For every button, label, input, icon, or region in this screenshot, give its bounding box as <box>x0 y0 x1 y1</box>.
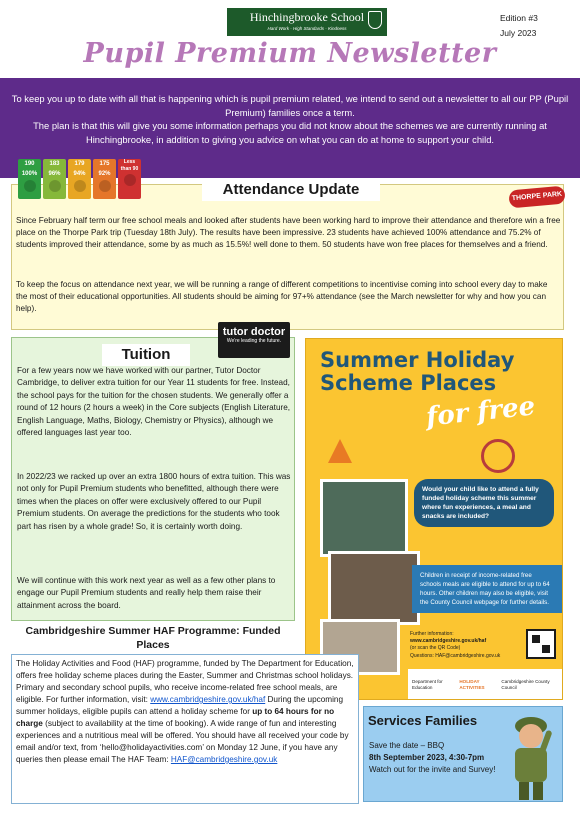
summer-holiday-poster <box>305 338 563 700</box>
attendance-heading: Attendance Update <box>202 179 380 201</box>
tuition-paragraph-1: For a few years now we have worked with our partner, Tutor Doctor Cambridge, to deliver extra tuition for our Year 11 students for free. Instead, the school pays for the tuition for the chosen students. We generally offer a round of 12 hours (2 hours a week) in the Core subjects (English Literature, English Language, Maths, Biology, Chemistry or Physics), although we offered languages last year too. <box>17 366 291 438</box>
attendance-label-pct: 100% <box>21 171 38 177</box>
attendance-label-value: 179 <box>74 161 85 167</box>
school-logo <box>227 8 387 36</box>
attendance-label-0 <box>18 159 41 199</box>
services-line-2: 8th September 2023, 4:30-7pm <box>369 753 485 762</box>
angry-face-icon <box>124 174 136 186</box>
poster-photo-2 <box>328 551 420 625</box>
tutor-doctor-tagline: We're leading the future. <box>226 338 282 344</box>
attendance-label-pct: 92% <box>98 171 111 177</box>
poster-info-qr: (or scan the QR Code) <box>410 645 461 652</box>
haf-text-c: (subject to availability at the time of booking). A wide range of fun and interesting experiences and a nutritious meal will be offered. You should have all received your code by email and/or text, from ‘hello@holidayactivities.com’ on Monday 12 June, if you have any queries then please email The HAF Team: <box>16 719 349 764</box>
tutor-doctor-title: tutor doctor <box>222 326 286 338</box>
traffic-cone-icon <box>328 439 352 463</box>
edition-number: Edition #3 <box>500 13 538 23</box>
badminton-racket-icon <box>481 439 515 473</box>
tuition-paragraph-3: We will continue with this work next year as well as a few other plans to engage our Pupil Premium students and really help them raise their attainment across the board. <box>17 576 276 610</box>
page-title: Pupil Premium Newsletter <box>83 38 497 69</box>
poster-info-label: Further information: <box>410 631 454 637</box>
tutor-doctor-logo <box>218 322 290 358</box>
attendance-traffic-light-graphic <box>18 159 141 199</box>
poster-photo-1 <box>320 479 408 557</box>
intro-line-2: The plan is that this will give you some information perhaps you did not know about the schemes we are currently running at Hinchingbrooke, in addition to giving you advice on what you can do at home to support your child. <box>33 120 547 145</box>
poster-free-text: for free <box>424 391 537 433</box>
sad-face-icon <box>99 180 111 192</box>
attendance-label-value: 175 <box>99 161 110 167</box>
attendance-label-value: 183 <box>49 161 60 167</box>
qr-code-icon <box>526 629 556 659</box>
poster-title: Summer Holiday Scheme Places <box>320 348 515 395</box>
poster-logos <box>408 669 563 700</box>
poster-info-url: www.cambridgeshire.gov.uk/haf <box>410 638 487 645</box>
school-motto: Hard Work · High Standards · Kindness <box>267 26 347 31</box>
tuition-paragraph-2: In 2022/23 we racked up over an extra 1800 hours of extra tuition. This was not only for Pupil Premium students who benefitted, although there were times when the places on offer were exclusively offered to our Pupil Premium students. On average the predictions for the students who took part has risen by a whole grade! So, it is certainly worth doing. <box>17 472 291 531</box>
attendance-label-pct: 94% <box>73 171 86 177</box>
tuition-heading: Tuition <box>102 344 190 366</box>
attendance-label-pct: 96% <box>48 171 61 177</box>
neutral-face-icon <box>74 180 86 192</box>
attendance-label-2 <box>68 159 91 199</box>
attendance-label-value: Less than 90 <box>120 159 139 172</box>
haf-section <box>11 654 359 804</box>
attendance-label-4 <box>118 159 141 199</box>
attendance-label-1 <box>43 159 66 199</box>
services-heading: Services Families <box>368 713 478 728</box>
attendance-paragraph-1: Since February half term our free school meals and looked after students have been working hard to improve their attendance and therefore win a free place on the Thorpe Park trip (Tuesday 18th July). The results have been impressive. 23 students have achieved 100% attendance and 75.2% of students improved their attendance, some by as much as 15.5%! well done to them. 50 students have won free places for themselves and a friend. <box>16 216 561 249</box>
edition-info <box>500 11 575 41</box>
haf-text-b: During the upcoming summer holidays, eligible pupils can attend a holiday scheme for <box>16 695 344 716</box>
attendance-label-value: 190 <box>24 161 35 167</box>
cambridgeshire-council-logo: Cambridgeshire County Council <box>501 679 550 690</box>
haf-heading: Cambridgeshire Summer HAF Programme: Funded Places <box>25 625 281 651</box>
attendance-section <box>11 181 564 330</box>
smiley-face-icon <box>49 180 61 192</box>
poster-questions: Questions: HAF@cambridgeshire.gov.uk <box>410 652 501 659</box>
edition-date: July 2023 <box>500 28 537 38</box>
school-crest-icon <box>368 11 382 29</box>
haf-website-link[interactable]: www.cambridgeshire.gov.uk/haf <box>150 695 266 704</box>
holiday-activities-logo: HOLIDAY ACTIVITIES <box>459 679 485 690</box>
school-name: Hinchingbrooke School <box>249 10 365 24</box>
haf-heading-box <box>11 624 295 656</box>
dfe-logo: Department for Education <box>412 679 443 690</box>
smiley-face-icon <box>24 180 36 192</box>
poster-question-bubble: Would your child like to attend a fully funded holiday scheme this summer where fun experiences, a meal and snacks are included? <box>414 479 554 527</box>
haf-hours-bold: up to 64 hours for no charge <box>16 707 335 728</box>
attendance-paragraph-2: To keep the focus on attendance next year, we will be running a range of different competitions to incentivise coming into school every day to make the most of their educational opportunities. All students should be aiming for 97+% attendance (see the March newsletter for why and how you can help). <box>16 280 548 313</box>
saluting-soldier-icon <box>497 704 563 802</box>
intro-line-1: To keep you up to date with all that is happening which is pupil premium related, we intend to send out a newsletter to all our PP (Pupil Premium) families once a term. <box>11 93 569 118</box>
poster-eligibility-text: Children in receipt of income-related free schools meals are eligible to attend for up to 64 hours. Other children may also be eligible, visit the County Council webpage for further details. <box>412 565 562 613</box>
poster-info <box>410 631 520 660</box>
haf-text-a: The Holiday Activities and Food (HAF) programme, funded by The Department for Education, offers free holiday scheme places during the Easter, Summer and Christmas school holidays. Primary and secondary school pupils, who receive income-related free school meals, are eligible. For further information, visit: <box>16 659 354 704</box>
thorpe-park-logo: THORPE PARK <box>508 186 565 209</box>
tuition-section <box>11 337 295 621</box>
attendance-label-3 <box>93 159 116 199</box>
services-line-1: Save the date – BBQ <box>369 741 445 750</box>
services-line-3: Watch out for the invite and Survey! <box>369 765 496 774</box>
haf-email-link[interactable]: HAF@cambridgeshire.gov.uk <box>170 755 278 764</box>
services-body <box>369 740 499 776</box>
